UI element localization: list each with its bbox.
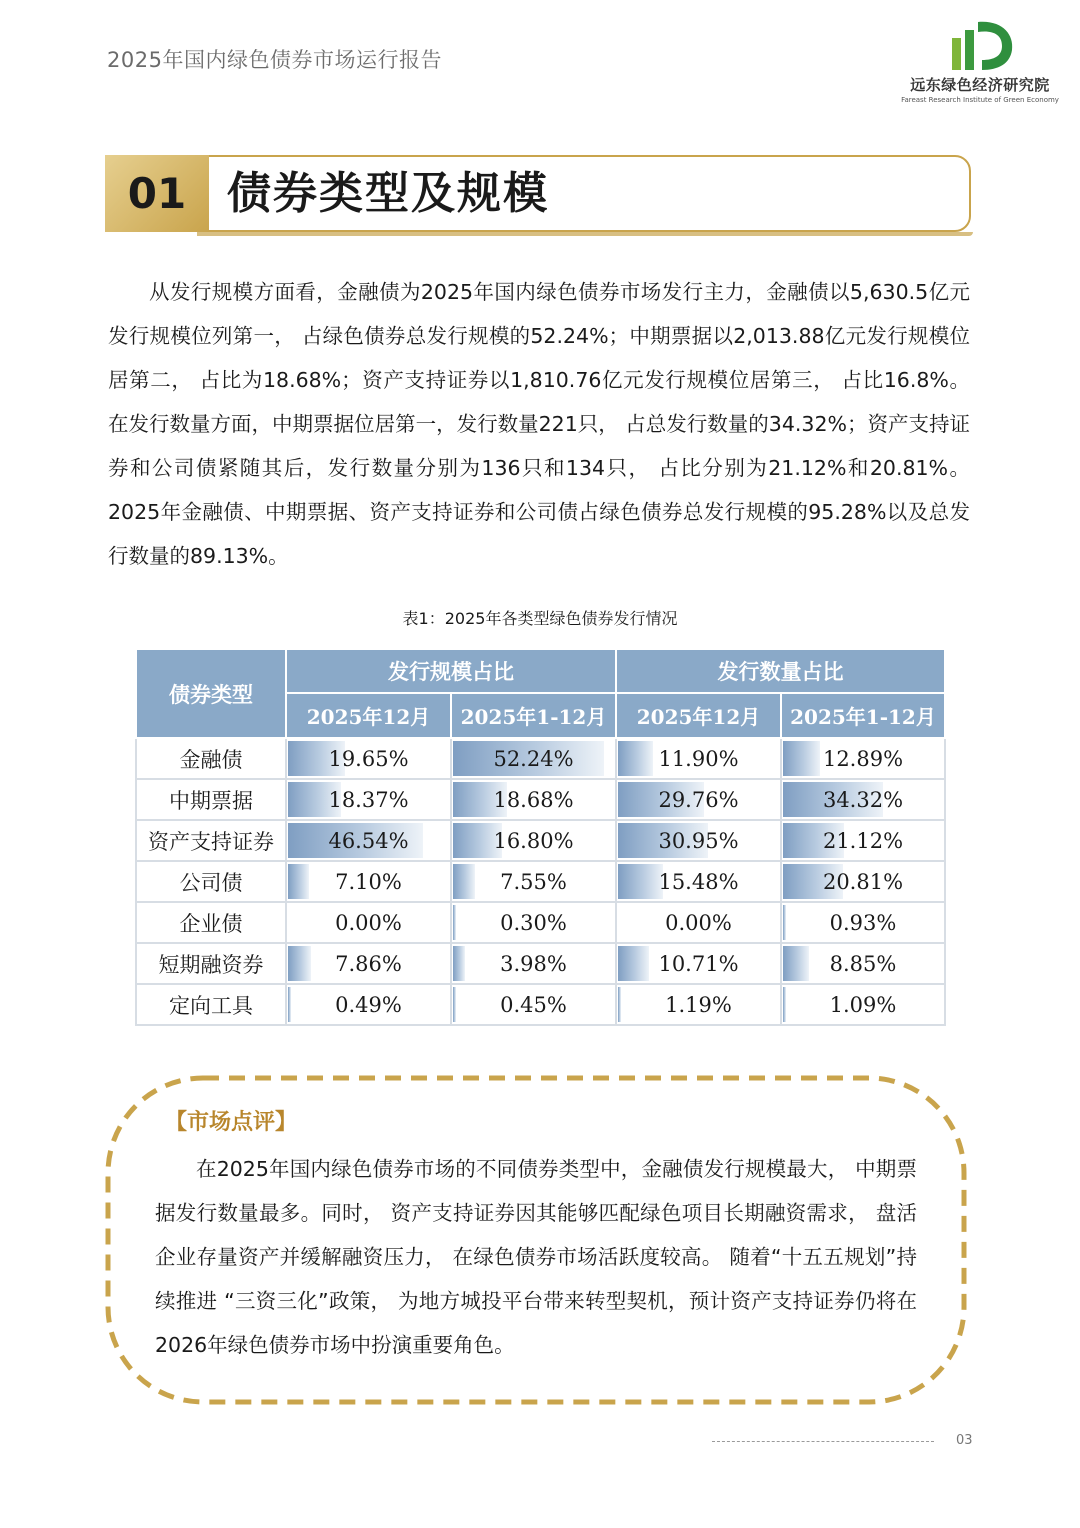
share-cell-count-dec [616,943,781,984]
share-cell-count-dec [616,738,781,779]
share-cell-scale-dec [286,902,451,943]
share-value: 8.85% [829,951,897,976]
share-cell-scale-dec [286,779,451,820]
section-number: 01 [105,155,209,232]
review-title: 【市场点评】 [165,1110,298,1135]
share-cell-count-year [781,943,945,984]
share-cell-scale-dec [286,738,451,779]
share-cell-scale-year [451,738,616,779]
share-bar [453,987,456,1022]
share-bar [453,905,456,940]
share-value: 11.90% [658,746,739,771]
institute-logo [900,16,1060,108]
share-value: 7.10% [335,869,402,894]
share-cell-scale-dec [286,984,451,1025]
share-cell-scale-dec [286,861,451,902]
table-row [136,902,945,943]
share-value: 1.09% [829,992,897,1017]
share-value: 21.12% [822,828,904,853]
table-row [136,820,945,861]
share-value: 12.89% [822,746,904,771]
share-cell-count-dec [616,779,781,820]
share-cell-count-year [781,902,945,943]
share-value: 46.54% [328,828,409,853]
share-value: 30.95% [658,828,739,853]
share-value: 18.37% [328,787,409,812]
share-cell-count-year [781,861,945,902]
share-cell-count-dec [616,820,781,861]
share-cell-scale-year [451,779,616,820]
share-value: 10.71% [658,951,739,976]
share-value: 0.49% [335,992,402,1017]
share-cell-scale-year [451,984,616,1025]
share-cell-count-year [781,820,945,861]
bond-type-cell: 短期融资券 [136,943,286,984]
share-value: 16.80% [493,828,574,853]
share-cell-count-year [781,984,945,1025]
bond-type-cell: 定向工具 [136,984,286,1025]
share-cell-scale-year [451,861,616,902]
header-bond-type: 债券类型 [136,649,286,738]
logo-name: 远东绿色经济研究院 [910,76,1050,94]
share-value: 7.86% [335,951,402,976]
header-count-year: 2025年1-12月 [781,693,945,738]
share-bar [288,864,309,899]
share-value: 7.55% [500,869,567,894]
table-row [136,779,945,820]
bond-type-cell: 金融债 [136,738,286,779]
share-value: 29.76% [658,787,739,812]
table-body [136,738,945,1025]
share-cell-scale-dec [286,943,451,984]
share-cell-count-year [781,738,945,779]
header-issuance-scale-share: 发行规模占比 [286,649,616,693]
bond-type-cell: 中期票据 [136,779,286,820]
bond-type-cell: 资产支持证券 [136,820,286,861]
logo-english-name: Fareast Research Institute of Green Economy [901,96,1059,104]
body-paragraph: 从发行规模方面看，金融债为2025年国内绿色债券市场发行主力，金融债以5,630.5亿元发行规模位列第一， 占绿色债券总发行规模的52.24%；中期票据以2,013.88亿元发行规模位居第二， 占比为18.68%；资产支持证券以1,810.76亿元发行规模位居第三， 占比16.8%。在发行数量方面，中期票据位居第一，发行数量221只， 占总发行数量的34.32%；资产支持证券和公司债紧随其后，发行数量分别为136只和134只， 占比分别为21.12%和20.81%。2025年金融债、中期票据、资产支持证券和公司债占绿色债券总发行规模的95.28%以及总发行数量的89.13%。 [108,280,970,568]
share-value: 0.93% [829,910,897,935]
page-number: 03 [956,1433,973,1448]
table-row [136,943,945,984]
share-bar [618,741,653,776]
header-issuance-count-share: 发行数量占比 [616,649,945,693]
table-row [136,984,945,1025]
header-scale-dec: 2025年12月 [286,693,451,738]
share-bar [618,987,621,1022]
table-row [136,738,945,779]
share-cell-count-dec [616,984,781,1025]
share-bar [783,905,786,940]
section-title: 债券类型及规模 [227,168,549,219]
share-bar [618,864,663,899]
review-text: 在2025年国内绿色债券市场的不同债券类型中，金融债发行规模最大， 中期票据发行数量最多。同时， 资产支持证券因其能够匹配绿色项目长期融资需求， 盘活企业存量资产并缓解融资压力， 在绿色债券市场活跃度较高。 随着“十五五规划”持续推进 “三资三化”政策， 为地方城投平台带来转型契机，预计资产支持证券仍将在2026年绿色债券市场中扮演重要角色。 [155,1157,917,1357]
bond-type-cell: 企业债 [136,902,286,943]
footer-divider [712,1441,934,1442]
share-value: 0.00% [335,910,402,935]
share-cell-count-dec [616,902,781,943]
share-value: 1.19% [665,992,732,1017]
share-bar [453,946,465,981]
bond-type-cell: 公司债 [136,861,286,902]
share-bar [783,987,786,1022]
share-cell-scale-year [451,943,616,984]
share-cell-scale-year [451,820,616,861]
share-bar [288,987,291,1022]
share-value: 0.45% [500,992,567,1017]
share-cell-count-year [781,779,945,820]
share-value: 34.32% [822,787,904,812]
share-cell-scale-year [451,902,616,943]
share-cell-scale-dec [286,820,451,861]
share-value: 15.48% [658,869,739,894]
share-value: 19.65% [328,746,409,771]
section-heading [105,155,971,232]
share-bar [618,946,649,981]
share-bar [453,864,475,899]
share-cell-count-dec [616,861,781,902]
market-review-box [105,1075,967,1405]
share-bar [288,946,311,981]
share-value: 0.30% [500,910,567,935]
share-bar [783,741,820,776]
share-value: 52.24% [493,746,574,771]
share-value: 20.81% [822,869,904,894]
share-value: 0.00% [665,910,732,935]
header-count-dec: 2025年12月 [616,693,781,738]
report-header-title: 2025年国内绿色债券市场运行报告 [107,48,442,72]
leaf-logo-icon [946,16,1016,72]
share-value: 3.98% [500,951,567,976]
header-scale-year: 2025年1-12月 [451,693,616,738]
table-row [136,861,945,902]
table-caption: 表1：2025年各类型绿色债券发行情况 [402,609,678,628]
share-value: 18.68% [493,787,574,812]
share-bar [783,946,809,981]
bond-issuance-table [135,648,946,1026]
